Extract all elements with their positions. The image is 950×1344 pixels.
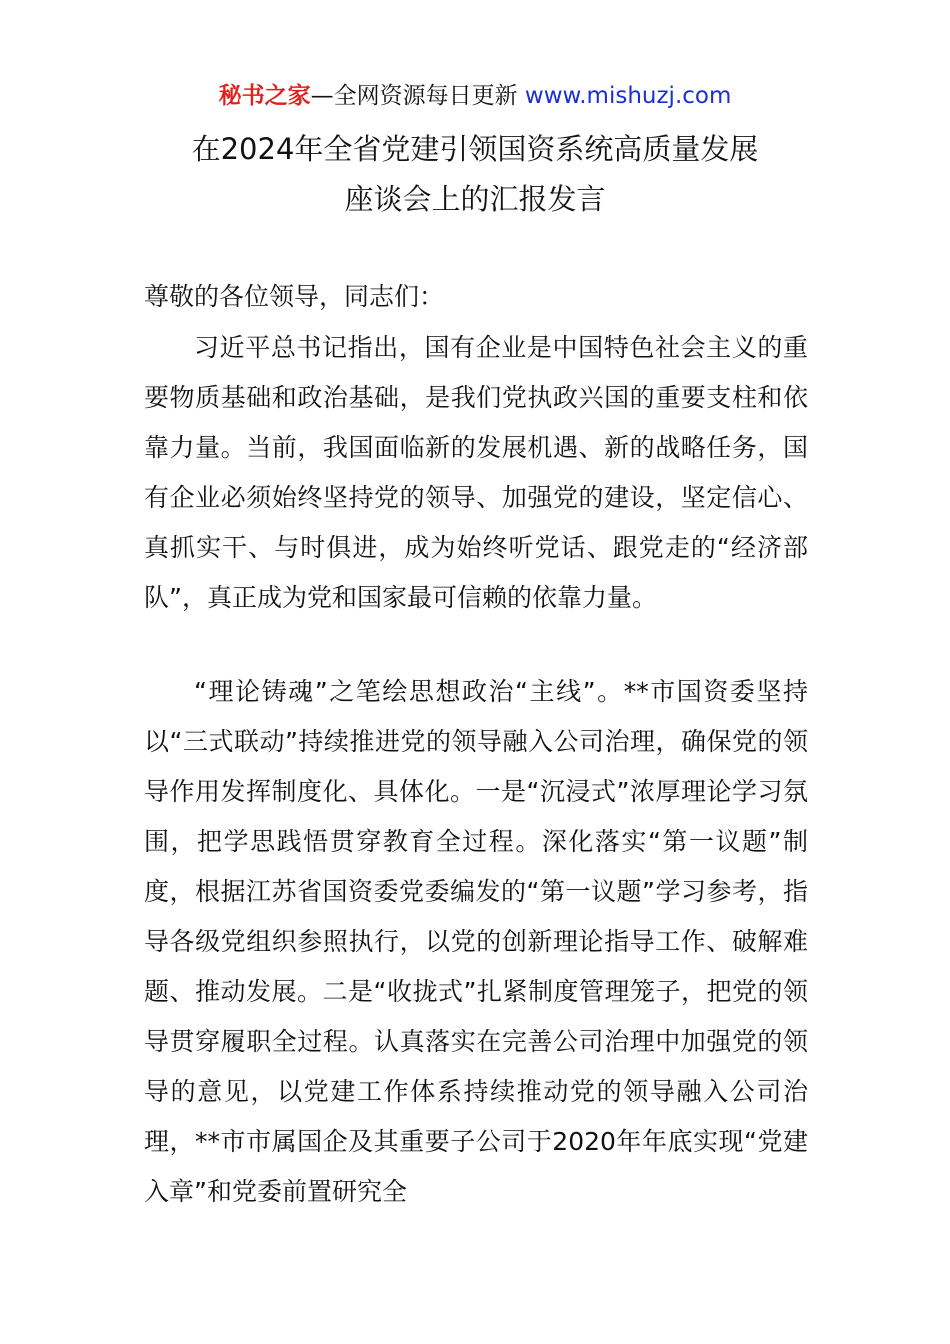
banner-tagline: —全网资源每日更新 <box>310 83 525 109</box>
site-url-link[interactable]: www.mishuzj.com <box>524 83 732 109</box>
document-title-line-1: 在2024年全省党建引领国资系统高质量发展 <box>191 132 759 166</box>
body-paragraph-1: 习近平总书记指出，国有企业是中国特色社会主义的重要物质基础和政治基础，是我们党执政兴国的重要支柱和依靠力量。当前，我国面临新的发展机遇、新的战略任务，国有企业必须始终坚持党的领导、加强党的建设，坚定信心、真抓实干、与时俱进，成为始终听党话、跟党走的“经济部队”，真正成为党和国家最可信赖的依靠力量。 <box>144 333 808 612</box>
brand-name: 秘书之家 <box>218 83 311 109</box>
body-paragraph-2: “理论铸魂”之笔绘思想政治“主线”。**市国资委坚持以“三式联动”持续推进党的领导融入公司治理，确保党的领导作用发挥制度化、具体化。一是“沉浸式”浓厚理论学习氛围，把学思践悟贯穿教育全过程。深化落实“第一议题”制度，根据江苏省国资委党委编发的“第一议题”学习参考，指导各级党组织参照执行，以党的创新理论指导工作、破解难题、推动发展。二是“收拢式”扎紧制度管理笼子，把党的领导贯穿履职全过程。认真落实在完善公司治理中加强党的领导的意见，以党建工作体系持续推动党的领导融入公司治理，**市市属国企及其重要子公司于2020年年底实现“党建入章”和党委前置研究全 <box>144 677 808 1206</box>
document-title-line-2: 座谈会上的汇报发言 <box>344 182 606 216</box>
site-banner <box>0 80 950 112</box>
salutation: 尊敬的各位领导，同志们： <box>144 282 445 311</box>
